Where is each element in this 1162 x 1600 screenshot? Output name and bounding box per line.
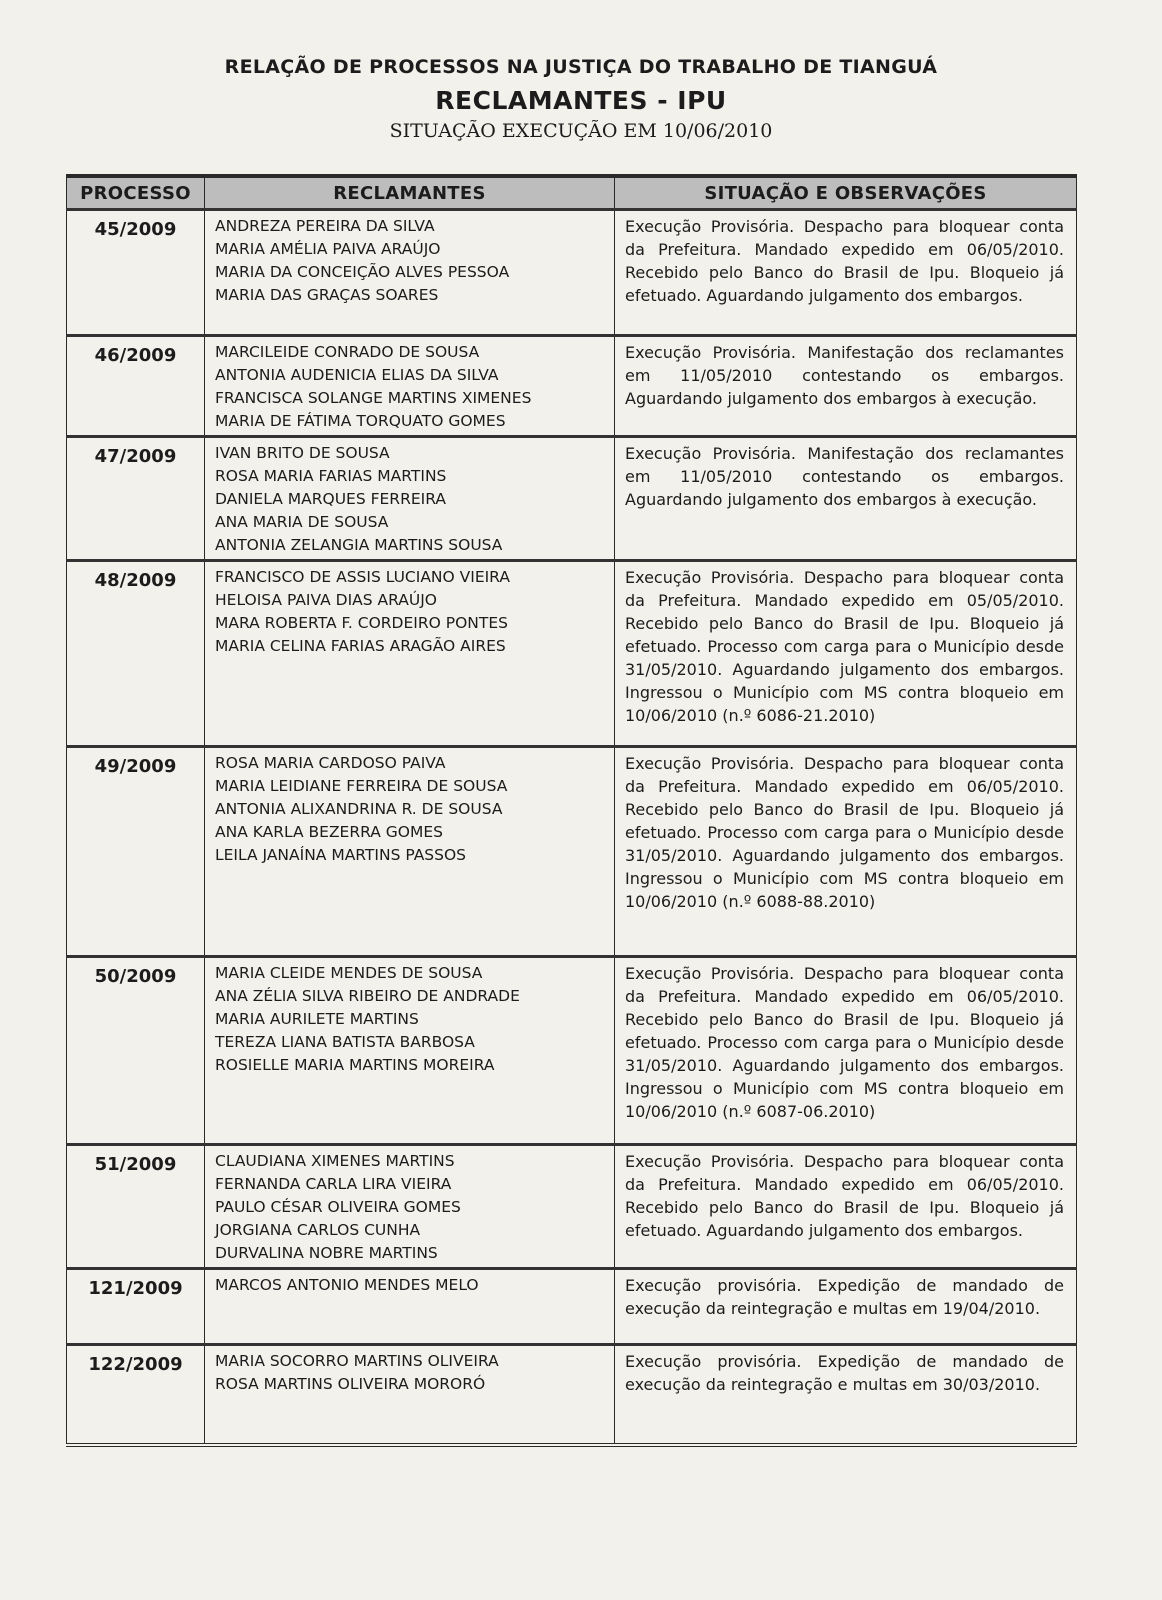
table-body	[67, 210, 1077, 1445]
process-number-cell: 51/2009	[67, 1145, 205, 1269]
claimant-name: CLAUDIANA XIMENES MARTINS	[215, 1152, 455, 1170]
claimants-cell	[205, 1145, 615, 1269]
claimant-name: ANTONIA ALIXANDRINA R. DE SOUSA	[215, 800, 503, 818]
process-number-cell: 50/2009	[67, 957, 205, 1145]
table-row	[67, 336, 1077, 437]
table-row	[67, 561, 1077, 747]
claimants-cell	[205, 210, 615, 336]
table-row	[67, 1145, 1077, 1269]
process-number-cell: 49/2009	[67, 747, 205, 957]
claimant-name: MARCILEIDE CONRADO DE SOUSA	[215, 343, 480, 361]
claimants-cell	[205, 1345, 615, 1445]
claimant-name: ANA KARLA BEZERRA GOMES	[215, 823, 444, 841]
process-number-cell: 121/2009	[67, 1269, 205, 1345]
claimant-name: MARIA DA CONCEIÇÃO ALVES PESSOA	[215, 263, 510, 281]
claimant-name: TEREZA LIANA BATISTA BARBOSA	[215, 1033, 475, 1051]
document-title: RELAÇÃO DE PROCESSOS NA JUSTIÇA DO TRABALHO DE TIANGUÁ	[224, 56, 938, 78]
claimant-name: FRANCISCO DE ASSIS LUCIANO VIEIRA	[215, 568, 510, 586]
column-header-situacao: SITUAÇÃO E OBSERVAÇÕES	[615, 176, 1077, 210]
claimant-name: MARIA DAS GRAÇAS SOARES	[215, 286, 439, 304]
table-row	[67, 1269, 1077, 1345]
process-number-cell: 122/2009	[67, 1345, 205, 1445]
claimant-name: MARA ROBERTA F. CORDEIRO PONTES	[215, 614, 508, 632]
status-observation-cell: Execução Provisória. Despacho para bloquear conta da Prefeitura. Mandado expedido em 05/05/2010. Recebido pelo Banco do Brasil de Ipu. Bloqueio já efetuado. Processo com carga para o Município desde 31/05/2010. Aguardando julgamento dos embargos. Ingressou o Município com MS contra bloqueio em 10/06/2010 (n.º 6086-21.2010)	[615, 561, 1077, 747]
column-header-reclamantes: RECLAMANTES	[205, 176, 615, 210]
status-observation-cell: Execução Provisória. Despacho para bloquear conta da Prefeitura. Mandado expedido em 06/05/2010. Recebido pelo Banco do Brasil de Ipu. Bloqueio já efetuado. Aguardando julgamento dos embargos.	[615, 1145, 1077, 1269]
claimant-name: FRANCISCA SOLANGE MARTINS XIMENES	[215, 389, 532, 407]
claimant-name: ROSIELLE MARIA MARTINS MOREIRA	[215, 1056, 495, 1074]
table-row	[67, 957, 1077, 1145]
table-row	[67, 747, 1077, 957]
process-number-cell: 47/2009	[67, 437, 205, 561]
process-number-cell: 45/2009	[67, 210, 205, 336]
claimant-name: MARCOS ANTONIO MENDES MELO	[215, 1276, 479, 1294]
status-observation-cell: Execução Provisória. Manifestação dos reclamantes em 11/05/2010 contestando os embargos. Aguardando julgamento dos embargos à execução.	[615, 437, 1077, 561]
claimant-name: ROSA MARIA FARIAS MARTINS	[215, 467, 447, 485]
claimants-cell	[205, 747, 615, 957]
claimant-name: DURVALINA NOBRE MARTINS	[215, 1244, 438, 1262]
claimant-name: ANA ZÉLIA SILVA RIBEIRO DE ANDRADE	[215, 987, 520, 1005]
claimants-cell	[205, 561, 615, 747]
claimant-name: MARIA SOCORRO MARTINS OLIVEIRA	[215, 1352, 499, 1370]
claimant-name: ANDREZA PEREIRA DA SILVA	[215, 217, 435, 235]
claimant-name: JORGIANA CARLOS CUNHA	[215, 1221, 421, 1239]
claimants-cell	[205, 437, 615, 561]
table-row	[67, 1345, 1077, 1445]
claimant-name: PAULO CÉSAR OLIVEIRA GOMES	[215, 1198, 461, 1216]
claimant-name: MARIA AMÉLIA PAIVA ARAÚJO	[215, 240, 441, 258]
status-observation-cell: Execução Provisória. Despacho para bloquear conta da Prefeitura. Mandado expedido em 06/05/2010. Recebido pelo Banco do Brasil de Ipu. Bloqueio já efetuado. Processo com carga para o Município desde 31/05/2010. Aguardando julgamento dos embargos. Ingressou o Município com MS contra bloqueio em 10/06/2010 (n.º 6088-88.2010)	[615, 747, 1077, 957]
document-subtitle: RECLAMANTES - IPU	[435, 86, 727, 115]
process-number-cell: 46/2009	[67, 336, 205, 437]
claimant-name: IVAN BRITO DE SOUSA	[215, 444, 390, 462]
table-header-row	[67, 176, 1077, 210]
claimant-name: MARIA AURILETE MARTINS	[215, 1010, 419, 1028]
claimant-name: LEILA JANAÍNA MARTINS PASSOS	[215, 846, 467, 864]
claimant-name: MARIA CELINA FARIAS ARAGÃO AIRES	[215, 637, 506, 655]
claimants-cell	[205, 1269, 615, 1345]
claimants-cell	[205, 957, 615, 1145]
claimant-name: MARIA LEIDIANE FERREIRA DE SOUSA	[215, 777, 508, 795]
status-observation-cell: Execução Provisória. Despacho para bloquear conta da Prefeitura. Mandado expedido em 06/05/2010. Recebido pelo Banco do Brasil de Ipu. Bloqueio já efetuado. Aguardando julgamento dos embargos.	[615, 210, 1077, 336]
claimant-name: ROSA MARTINS OLIVEIRA MORORÓ	[215, 1375, 486, 1393]
claimant-name: MARIA DE FÁTIMA TORQUATO GOMES	[215, 412, 506, 430]
claimant-name: FERNANDA CARLA LIRA VIEIRA	[215, 1175, 452, 1193]
claimant-name: DANIELA MARQUES FERREIRA	[215, 490, 446, 508]
claimants-cell	[205, 336, 615, 437]
process-number-cell: 48/2009	[67, 561, 205, 747]
process-table	[66, 174, 1077, 1447]
claimant-name: ANTONIA ZELANGIA MARTINS SOUSA	[215, 536, 503, 554]
column-header-processo: PROCESSO	[67, 176, 205, 210]
table-row	[67, 210, 1077, 336]
status-observation-cell: Execução Provisória. Despacho para bloquear conta da Prefeitura. Mandado expedido em 06/05/2010. Recebido pelo Banco do Brasil de Ipu. Bloqueio já efetuado. Processo com carga para o Município desde 31/05/2010. Aguardando julgamento dos embargos. Ingressou o Município com MS contra bloqueio em 10/06/2010 (n.º 6087-06.2010)	[615, 957, 1077, 1145]
claimant-name: ANA MARIA DE SOUSA	[215, 513, 389, 531]
status-observation-cell: Execução provisória. Expedição de mandado de execução da reintegração e multas em 19/04/2010.	[615, 1269, 1077, 1345]
claimant-name: ANTONIA AUDENICIA ELIAS DA SILVA	[215, 366, 499, 384]
status-observation-cell: Execução Provisória. Manifestação dos reclamantes em 11/05/2010 contestando os embargos. Aguardando julgamento dos embargos à execução.	[615, 336, 1077, 437]
status-observation-cell: Execução provisória. Expedição de mandado de execução da reintegração e multas em 30/03/2010.	[615, 1345, 1077, 1445]
table-row	[67, 437, 1077, 561]
claimant-name: HELOISA PAIVA DIAS ARAÚJO	[215, 591, 437, 609]
claimant-name: ROSA MARIA CARDOSO PAIVA	[215, 754, 446, 772]
claimant-name: MARIA CLEIDE MENDES DE SOUSA	[215, 964, 483, 982]
document-date-line: SITUAÇÃO EXECUÇÃO EM 10/06/2010	[389, 120, 773, 142]
